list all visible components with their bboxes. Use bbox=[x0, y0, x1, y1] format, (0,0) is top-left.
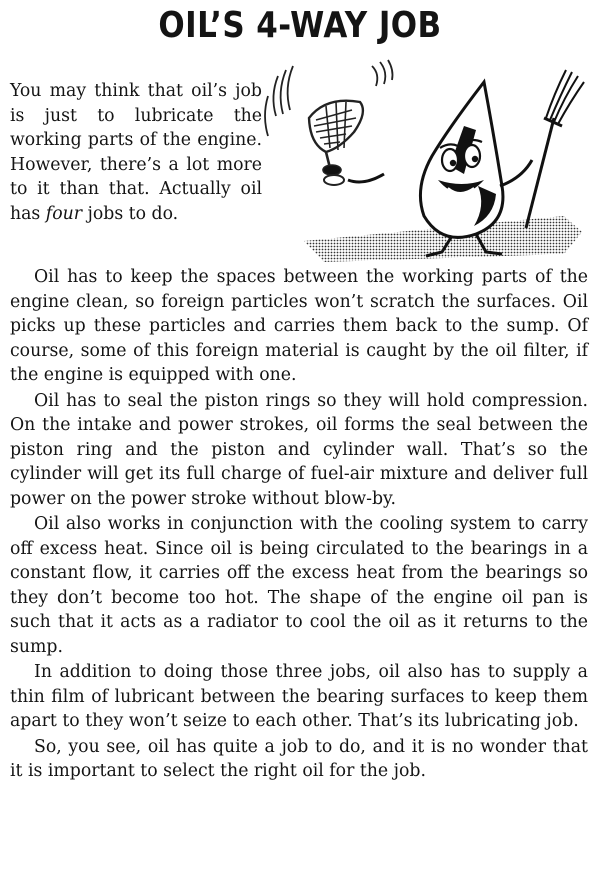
intro-emphasis: four bbox=[45, 203, 82, 224]
paragraph-lubricate: In addition to doing those three jobs, oil also has to supply a thin film of lubricant between the bearing surfaces to keep them apart to they won’t seize to each other. That’s its lubricating job. bbox=[10, 662, 588, 731]
intro-block bbox=[10, 79, 262, 226]
intro-text-end: jobs to do. bbox=[82, 203, 179, 224]
paragraph-cool: Oil also works in conjunction with the cooling system to carry off excess heat. Since oil is being circulated to the bearings in a constant flow, it carries off the excess heat from the bearings so they don’t become too hot. The shape of the engine oil pan is such that it acts as a radiator to cool the oil as it returns to the sump. bbox=[10, 514, 588, 657]
intro-paragraph bbox=[10, 79, 262, 226]
paragraph-seal: Oil has to seal the piston rings so they will hold compression. On the intake and power strokes, oil forms the seal between the piston ring and the piston and cylinder wall. That’s so the cylinder will get its full charge of fuel-air mixture and deliver full power on the power stroke without blow-by. bbox=[10, 390, 588, 509]
paragraph-conclusion: So, you see, oil has quite a job to do, and it is no wonder that it is important to select the right oil for the job. bbox=[10, 736, 588, 781]
paragraph-clean: Oil has to keep the spaces between the working parts of the engine clean, so foreign particles won’t scratch the surfaces. Oil picks up these particles and carries them back to the sump. Of course, some of this foreign material is caught by the oil filter, if the engine is equipped with one. bbox=[10, 267, 588, 385]
oil-drop-cartoon-icon bbox=[264, 56, 594, 266]
intro-text-start: You may think that oil’s job is just to lubricate the working parts of the engine. However, there’s a lot more to it than that. Actually oil has bbox=[10, 81, 262, 224]
body-text bbox=[10, 265, 588, 784]
page-title: OIL’S 4-WAY JOB bbox=[158, 5, 442, 46]
